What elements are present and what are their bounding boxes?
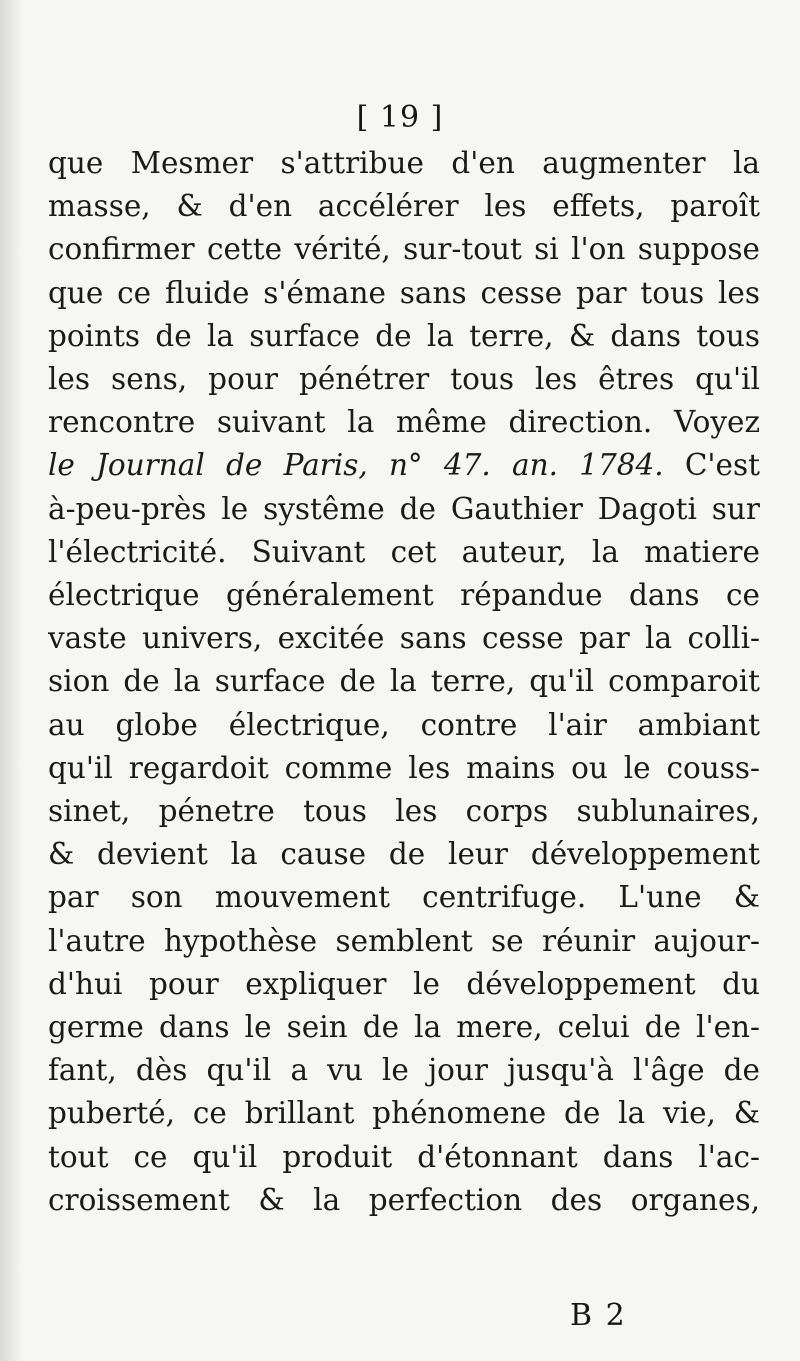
text-line: fant, dès qu'il a vu le jour jusqu'à l'âge de [48,1053,760,1088]
body-text [48,142,760,1222]
text-line: points de la surface de la terre, & dans tous [48,318,760,353]
text-line: l'électricité. Suivant cet auteur, la matiere [48,534,760,569]
text-line: sinet, pénetre tous les corps sublunaires, [48,794,760,829]
text-line: vaste univers, excitée sans cesse par la colli- [48,621,760,656]
text-line: que Mesmer s'attribue d'en augmenter la [48,146,760,180]
text-line: & devient la cause de leur développement [48,837,760,872]
text-line: qu'il regardoit comme les mains ou le couss- [48,750,760,785]
text-line: d'hui pour expliquer le développement du [48,966,760,1001]
text-line: confirmer cette vérité, sur-tout si l'on suppose [48,232,760,267]
text-line: par son mouvement centrifuge. L'une & [48,880,760,915]
text-line: tout ce qu'il produit d'étonnant dans l'ac- [48,1139,760,1174]
text-line: l'autre hypothèse semblent se réunir aujour- [48,923,760,958]
text-line: puberté, ce brillant phénomene de la vie, & [48,1096,760,1131]
text-line: au globe électrique, contre l'air ambiant [48,707,760,742]
text-line: à-peu-près le systême de Gauthier Dagoti sur [48,491,760,526]
citation-italic: le Journal de Paris, n° 47. an. 1784. [48,448,664,483]
text-line: les sens, pour pénétrer tous les êtres qu'il [48,362,760,397]
signature-mark: B 2 [570,1298,627,1333]
text-line: que ce fluide s'émane sans cesse par tous les [48,275,760,310]
citation-tail: C'est [663,448,760,483]
text-line-citation [48,444,760,487]
text-line: électrique généralement répandue dans ce [48,578,760,613]
text-line: rencontre suivant la même direction. Voyez [48,405,760,440]
text-line: masse, & d'en accélérer les effets, paroît [48,189,760,224]
text-line: germe dans le sein de la mere, celui de l'en- [48,1010,760,1045]
page-number: [ 19 ] [356,100,444,135]
text-line: sion de la surface de la terre, qu'il comparoit [48,664,760,699]
text-line: croissement & la perfection des organes, [48,1182,760,1217]
